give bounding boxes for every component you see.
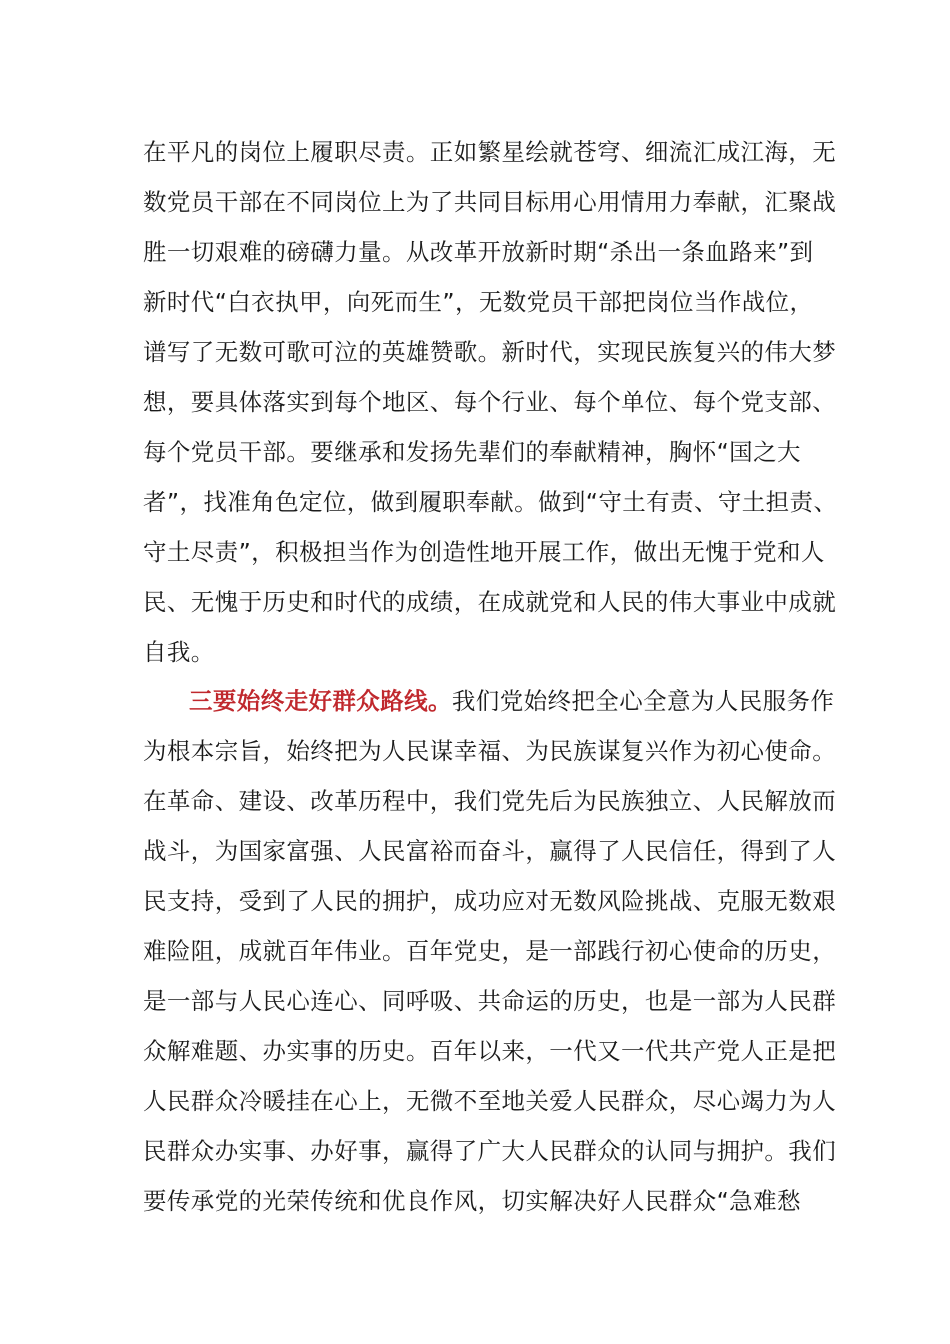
text-line: 新时代“白衣执甲，向死而生”，无数党员干部把岗位当作战位， [143, 288, 814, 316]
text-line: 要传承党的光荣传统和优良作风，切实解决好人民群众“急难愁 [143, 1187, 801, 1215]
text-line: 数党员干部在不同岗位上为了共同目标用心用情用力奉献，汇聚战 [143, 188, 837, 216]
text-line: 民支持，受到了人民的拥护，成功应对无数风险挑战、克服无数艰 [143, 887, 837, 915]
text-line: 众解难题、办实事的历史。百年以来，一代又一代共产党人正是把 [143, 1037, 837, 1065]
body-paragraph [143, 127, 838, 677]
text-line: 在革命、建设、改革历程中，我们党先后为民族独立、人民解放而 [143, 787, 837, 815]
text-line: 为根本宗旨，始终把为人民谋幸福、为民族谋复兴作为初心使命。 [143, 737, 837, 765]
text-line: 胜一切艰难的磅礴力量。从改革开放新时期“杀出一条血路来”到 [143, 238, 814, 266]
text-run: 我们党始终把全心全意为人民服务作 [451, 687, 835, 715]
section-first-line [143, 676, 833, 726]
text-line: 想，要具体落实到每个地区、每个行业、每个单位、每个党支部、 [143, 388, 837, 416]
text-line: 守土尽责”，积极担当作为创造性地开展工作，做出无愧于党和人 [143, 538, 825, 566]
text-line: 谱写了无数可歌可泣的英雄赞歌。新时代，实现民族复兴的伟大梦 [143, 338, 837, 366]
text-line: 民、无愧于历史和时代的成绩，在成就党和人民的伟大事业中成就 [143, 588, 837, 616]
text-line: 者”，找准角色定位，做到履职奉献。做到“守土有责、守土担责、 [143, 488, 838, 516]
text-line: 难险阻，成就百年伟业。百年党史，是一部践行初心使命的历史， [143, 937, 837, 965]
text-line: 战斗，为国家富强、人民富裕而奋斗，赢得了人民信任，得到了人 [143, 837, 837, 865]
text-line: 是一部与人民心连心、同呼吸、共命运的历史，也是一部为人民群 [143, 987, 837, 1015]
text-line: 在平凡的岗位上履职尽责。正如繁星绘就苍穹、细流汇成江海，无 [143, 138, 837, 166]
section-paragraph [143, 676, 837, 1226]
text-line: 人民群众冷暖挂在心上，无微不至地关爱人民群众，尽心竭力为人 [143, 1087, 837, 1115]
text-line: 自我。 [143, 638, 215, 666]
text-line: 民群众办实事、办好事，赢得了广大人民群众的认同与拥护。我们 [143, 1137, 837, 1165]
text-line: 每个党员干部。要继承和发扬先辈们的奉献精神，胸怀“国之大 [143, 438, 801, 466]
section-heading: 三要始终走好群众路线。 [189, 687, 452, 715]
